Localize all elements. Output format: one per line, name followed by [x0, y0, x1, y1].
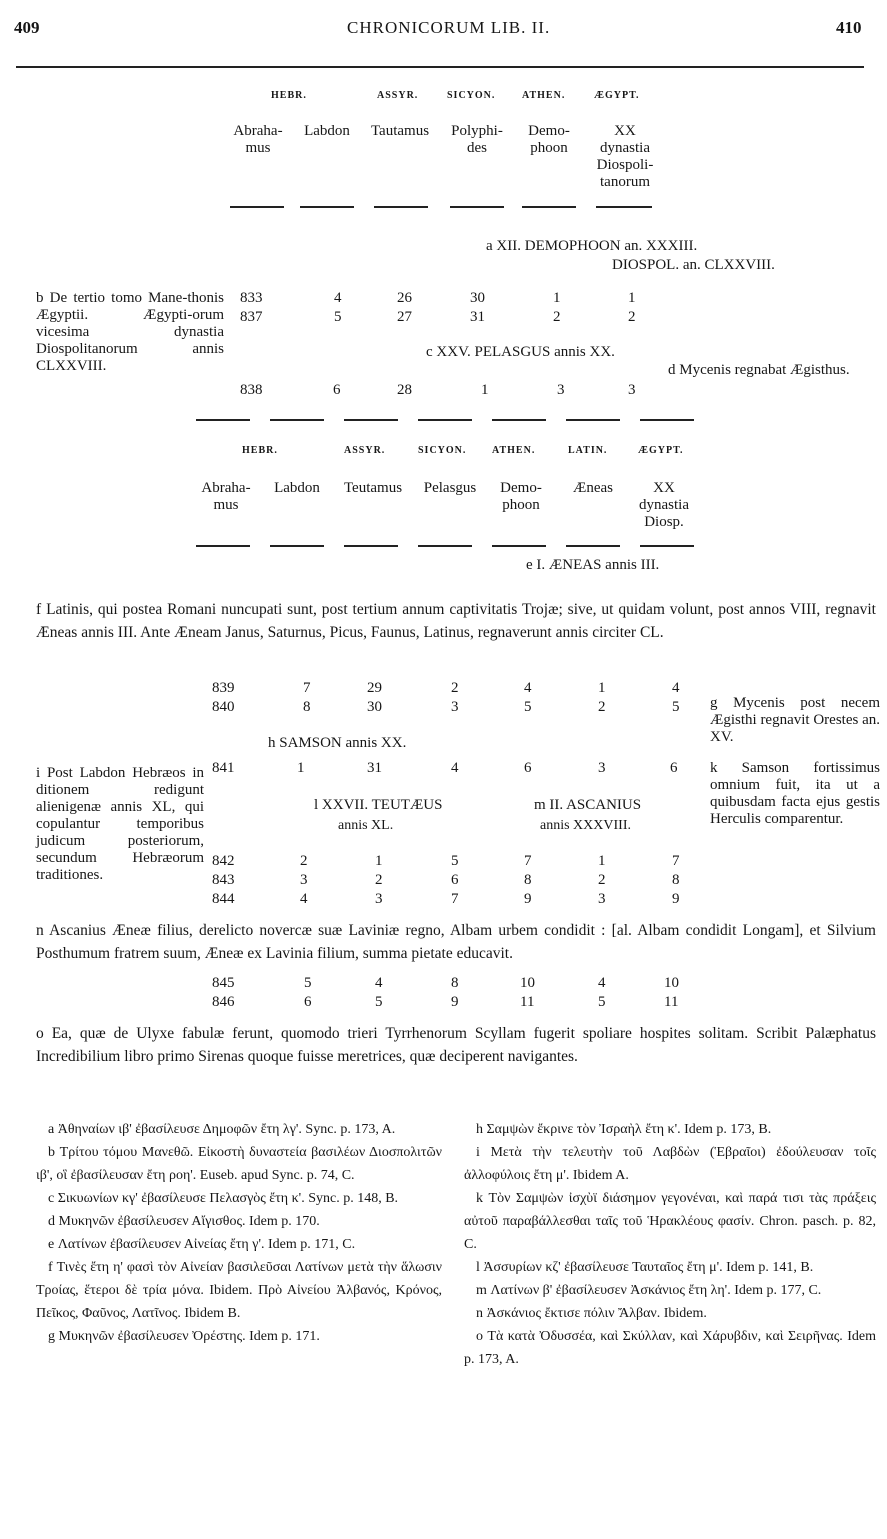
row-cell: 1: [553, 290, 561, 306]
row-cell: 8: [672, 872, 680, 888]
footnote-m: m Λατίνων β' ἐβασίλευσεν Ἀσκάνιος ἔτη λη'. Idem p. 177, C.: [476, 1283, 822, 1298]
row-year: 842: [212, 853, 235, 869]
t1-name-labdon: Labdon: [304, 123, 350, 139]
entry-m-line1: m II. ASCANIUS: [534, 797, 642, 813]
t2-name-hebr: Abraha- mus: [201, 480, 251, 513]
footnote-k: k Τὸν Σαμψὼν ἰσχὺϊ διάσημον γεγονέναι, καὶ παρά τισι τὰς πράξεις αὐτοῦ παραβάλλεσθαι ταῖς τοῦ Ἡρακλέους φασίν. Chron. pasch. p. 82, C.: [464, 1191, 876, 1252]
entry-l-line2: annis XL.: [338, 818, 394, 833]
t2-dash: [270, 545, 324, 547]
row-year: 843: [212, 872, 235, 888]
row-cell: 7: [451, 891, 459, 907]
t1-header-assyr: ASSYR.: [377, 90, 419, 101]
footnote-b: b Τρίτου τόμου Μανεθῶ. Εἰκοστὴ δυναστεία βασιλέων Διοσπολιτῶν ιβ', οἳ ἐβασίλευσαν ἔτη ροη'. Euseb. apud Sync. p. 74, C.: [36, 1145, 442, 1183]
row-cell: 1: [628, 290, 636, 306]
row-cell: 6: [333, 382, 341, 398]
row-year: 839: [212, 680, 235, 696]
row-dash: [270, 419, 324, 421]
row-cell: 3: [451, 699, 459, 715]
paragraph-o: o Ea, quæ de Ulyxe fabulæ ferunt, quomodo trieri Tyrrhenorum Scyllam fugerit spoliare hospites solitam. Scribit Palæphatus Incredibilium libro primo Sirenas quoque fuisse meretrices, quæ deciperent navigantes.: [36, 1025, 876, 1065]
t2-header-assyr: ASSYR.: [344, 445, 386, 456]
footnote-c: c Σικυωνίων κγ' ἐβασίλευσε Πελασγὸς ἔτη κ'. Sync. p. 148, B.: [48, 1191, 399, 1206]
row-cell: 4: [334, 290, 342, 306]
row-cell: 8: [524, 872, 532, 888]
row-cell: 6: [670, 760, 678, 776]
row-year: 844: [212, 891, 235, 907]
row-year: 838: [240, 382, 263, 398]
row-cell: 4: [300, 891, 308, 907]
row-cell: 4: [524, 680, 532, 696]
row-cell: 8: [303, 699, 311, 715]
side-note-k: k Samson fortissimus omnium fuit, ita ut a quibusdam facta ejus gestis Herculis comparentur.: [710, 760, 880, 827]
row-cell: 11: [520, 994, 535, 1010]
row-dash: [344, 419, 398, 421]
row-cell: 29: [367, 680, 382, 696]
row-cell: 1: [598, 680, 606, 696]
footnote-n: n Ἀσκάνιος ἔκτισε πόλιν Ἄλβαν. Ibidem.: [476, 1306, 707, 1321]
entry-m-line2: annis XXXVIII.: [540, 818, 631, 833]
t2-dash: [492, 545, 546, 547]
row-year: 833: [240, 290, 263, 306]
paragraph-f: f Latinis, qui postea Romani nuncupati sunt, post tertium annum captivitatis Trojæ; sive, ut quidam volunt, post annos VIII, regnavit Æneas annis III. Ante Æneam Janus, Saturnus, Picus, Faunus, Latinus, regnaverunt annis circiter CL.: [36, 601, 876, 641]
row-cell: 3: [628, 382, 636, 398]
row-cell: 1: [481, 382, 489, 398]
row-dash: [418, 419, 472, 421]
footnote-f: f Τινὲς ἔτη η' φασὶ τὸν Αἰνείαν βασιλεῦσαι Λατίνων μετὰ τὴν ἅλωσιν Τροίας, ἕτεροι δὲ τρία μόνα. Ibidem. Πρὸ Αἰνείου Ἀλβανός, Κρόνος, Πεῖκος, Φαῦνος, Λατῖνος. Ibidem B.: [36, 1260, 442, 1321]
row-cell: 2: [598, 699, 606, 715]
row-cell: 10: [664, 975, 679, 991]
row-cell: 1: [297, 760, 305, 776]
row-cell: 27: [397, 309, 412, 325]
side-note-b: b De tertio tomo Mane-thonis Ægyptii. Ægypti-orum vicesima dynastia Diospolitanorum annis CLXXVIII.: [36, 290, 224, 374]
t1-name-hebr: Abraha- mus: [233, 123, 283, 156]
t1-name-assyr: Tautamus: [370, 123, 430, 139]
row-cell: 3: [300, 872, 308, 888]
row-cell: 5: [598, 994, 606, 1010]
row-cell: 3: [375, 891, 383, 907]
row-cell: 9: [524, 891, 532, 907]
t2-name-sicyon: Pelasgus: [423, 480, 477, 496]
row-cell: 4: [598, 975, 606, 991]
t2-name-latin: Æneas: [573, 480, 613, 496]
t2-header-latin: LATIN.: [568, 445, 608, 456]
entry-a-line1: a XII. DEMOPHOON an. XXXIII.: [486, 238, 698, 254]
row-cell: 5: [672, 699, 680, 715]
row-cell: 8: [451, 975, 459, 991]
t1-name-aegypt: XX dynastia Diospoli- tanorum: [596, 123, 654, 190]
entry-a-line2: DIOSPOL. an. CLXXVIII.: [612, 257, 775, 273]
row-cell: 7: [524, 853, 532, 869]
row-cell: 2: [300, 853, 308, 869]
row-year: 840: [212, 699, 235, 715]
t2-name-labdon: Labdon: [274, 480, 320, 496]
row-cell: 9: [451, 994, 459, 1010]
row-cell: 6: [451, 872, 459, 888]
row-cell: 5: [334, 309, 342, 325]
row-cell: 3: [557, 382, 565, 398]
footnote-d: d Μυκηνῶν ἐβασίλευσεν Αἴγισθος. Idem p. 170.: [48, 1214, 320, 1229]
t1-dash: [596, 206, 652, 208]
footnotes-right-column: [464, 1118, 876, 1371]
t1-header-sicyon: SICYON.: [447, 90, 496, 101]
t2-header-hebr: HEBR.: [242, 445, 278, 456]
row-cell: 3: [598, 760, 606, 776]
entry-c: c XXV. PELASGUS annis XX.: [426, 344, 615, 360]
row-cell: 5: [451, 853, 459, 869]
t1-name-athen: Demo- phoon: [528, 123, 570, 156]
running-head: CHRONICORUM LIB. II.: [347, 18, 551, 37]
row-cell: 5: [375, 994, 383, 1010]
row-cell: 4: [672, 680, 680, 696]
row-cell: 6: [524, 760, 532, 776]
t2-header-sicyon: SICYON.: [418, 445, 467, 456]
row-cell: 2: [628, 309, 636, 325]
row-year: 846: [212, 994, 235, 1010]
entry-l-line1: l XXVII. TEUTÆUS: [314, 797, 443, 813]
t2-dash: [566, 545, 620, 547]
right-page-number: 410: [836, 18, 862, 37]
row-cell: 2: [375, 872, 383, 888]
row-cell: 1: [375, 853, 383, 869]
t1-name-sicyon: Polyphi- des: [451, 123, 503, 156]
footnote-o: o Τὰ κατὰ Ὀδυσσέα, καὶ Σκύλλαν, καὶ Χάρυβδιν, καὶ Σειρῆνας. Idem p. 173, A.: [464, 1329, 876, 1367]
t2-dash: [196, 545, 250, 547]
row-cell: 5: [304, 975, 312, 991]
row-cell: 31: [470, 309, 485, 325]
t1-dash: [522, 206, 576, 208]
t1-dash: [230, 206, 284, 208]
footnote-i: i Μετὰ τὴν τελευτὴν τοῦ Λαβδὼν (Ἑβραῖοι) ἐδούλευσαν τοῖς ἀλλοφύλοις ἔτη μ'. Ibidem A.: [464, 1145, 876, 1183]
entry-h: h SAMSON annis XX.: [268, 735, 407, 751]
footnote-h: h Σαμψὼν ἔκρινε τὸν Ἰσραὴλ ἔτη κ'. Idem p. 173, B.: [476, 1122, 772, 1137]
row-cell: 2: [553, 309, 561, 325]
header-rule: [16, 66, 864, 68]
t2-dash: [640, 545, 694, 547]
row-cell: 2: [451, 680, 459, 696]
row-cell: 6: [304, 994, 312, 1010]
t2-name-aegypt: XX dynastia Diosp.: [639, 480, 689, 530]
row-cell: 2: [598, 872, 606, 888]
t2-header-aegypt: ÆGYPT.: [638, 445, 684, 456]
side-note-d: d Mycenis regnabat Ægisthus.: [668, 362, 850, 378]
row-dash: [566, 419, 620, 421]
row-cell: 4: [375, 975, 383, 991]
t1-header-aegypt: ÆGYPT.: [594, 90, 640, 101]
row-cell: 30: [470, 290, 485, 306]
row-cell: 7: [303, 680, 311, 696]
row-cell: 5: [524, 699, 532, 715]
row-cell: 10: [520, 975, 535, 991]
t2-header-athen: ATHEN.: [492, 445, 536, 456]
side-note-g: g Mycenis post necem Ægisthi regnavit Orestes an. XV.: [710, 695, 880, 745]
row-dash: [196, 419, 250, 421]
row-cell: 30: [367, 699, 382, 715]
row-cell: 1: [598, 853, 606, 869]
footnote-g: g Μυκηνῶν ἐβασίλευσεν Ὀρέστης. Idem p. 171.: [48, 1329, 320, 1344]
row-year: 845: [212, 975, 235, 991]
row-year: 837: [240, 309, 263, 325]
entry-e: e I. ÆNEAS annis III.: [526, 557, 660, 573]
row-dash: [492, 419, 546, 421]
t2-dash: [418, 545, 472, 547]
t1-dash: [374, 206, 428, 208]
left-page-number: 409: [14, 18, 40, 37]
row-cell: 9: [672, 891, 680, 907]
row-cell: 11: [664, 994, 679, 1010]
row-cell: 4: [451, 760, 459, 776]
row-year: 841: [212, 760, 235, 776]
t1-dash: [300, 206, 354, 208]
row-cell: 31: [367, 760, 382, 776]
footnotes-left-column: [36, 1118, 442, 1348]
footnote-e: e Λατίνων ἐβασίλευσεν Αἰνείας ἔτη γ'. Idem p. 171, C.: [48, 1237, 356, 1252]
row-cell: 7: [672, 853, 680, 869]
t2-dash: [344, 545, 398, 547]
side-note-i: i Post Labdon Hebræos in ditionem redigunt alienigenæ annis XL, qui copulantur temporibus judicum posteriorum, secundum Hebræorum traditiones.: [36, 765, 204, 883]
t1-dash: [450, 206, 504, 208]
t2-name-assyr: Teutamus: [343, 480, 403, 496]
t1-header-athen: ATHEN.: [522, 90, 566, 101]
footnote-a: a Ἀθηναίων ιβ' ἐβασίλευσε Δημοφῶν ἔτη λγ'. Sync. p. 173, A.: [48, 1122, 396, 1137]
row-dash: [640, 419, 694, 421]
t1-header-hebr: HEBR.: [271, 90, 307, 101]
row-cell: 26: [397, 290, 412, 306]
row-cell: 28: [397, 382, 412, 398]
row-cell: 3: [598, 891, 606, 907]
t2-name-athen: Demo- phoon: [500, 480, 542, 513]
paragraph-n: n Ascanius Æneæ filius, derelicto novercæ suæ Laviniæ regno, Albam urbem condidit : [al. Albam condidit Longam], et Silvium Posthumum fratrem suum, Æneæ ex Lavinia filium, summa pietate educavit.: [36, 922, 876, 962]
footnote-l: l Ἀσσυρίων κζ' ἐβασίλευσε Ταυταῖος ἔτη μ'. Idem p. 141, B.: [476, 1260, 814, 1275]
